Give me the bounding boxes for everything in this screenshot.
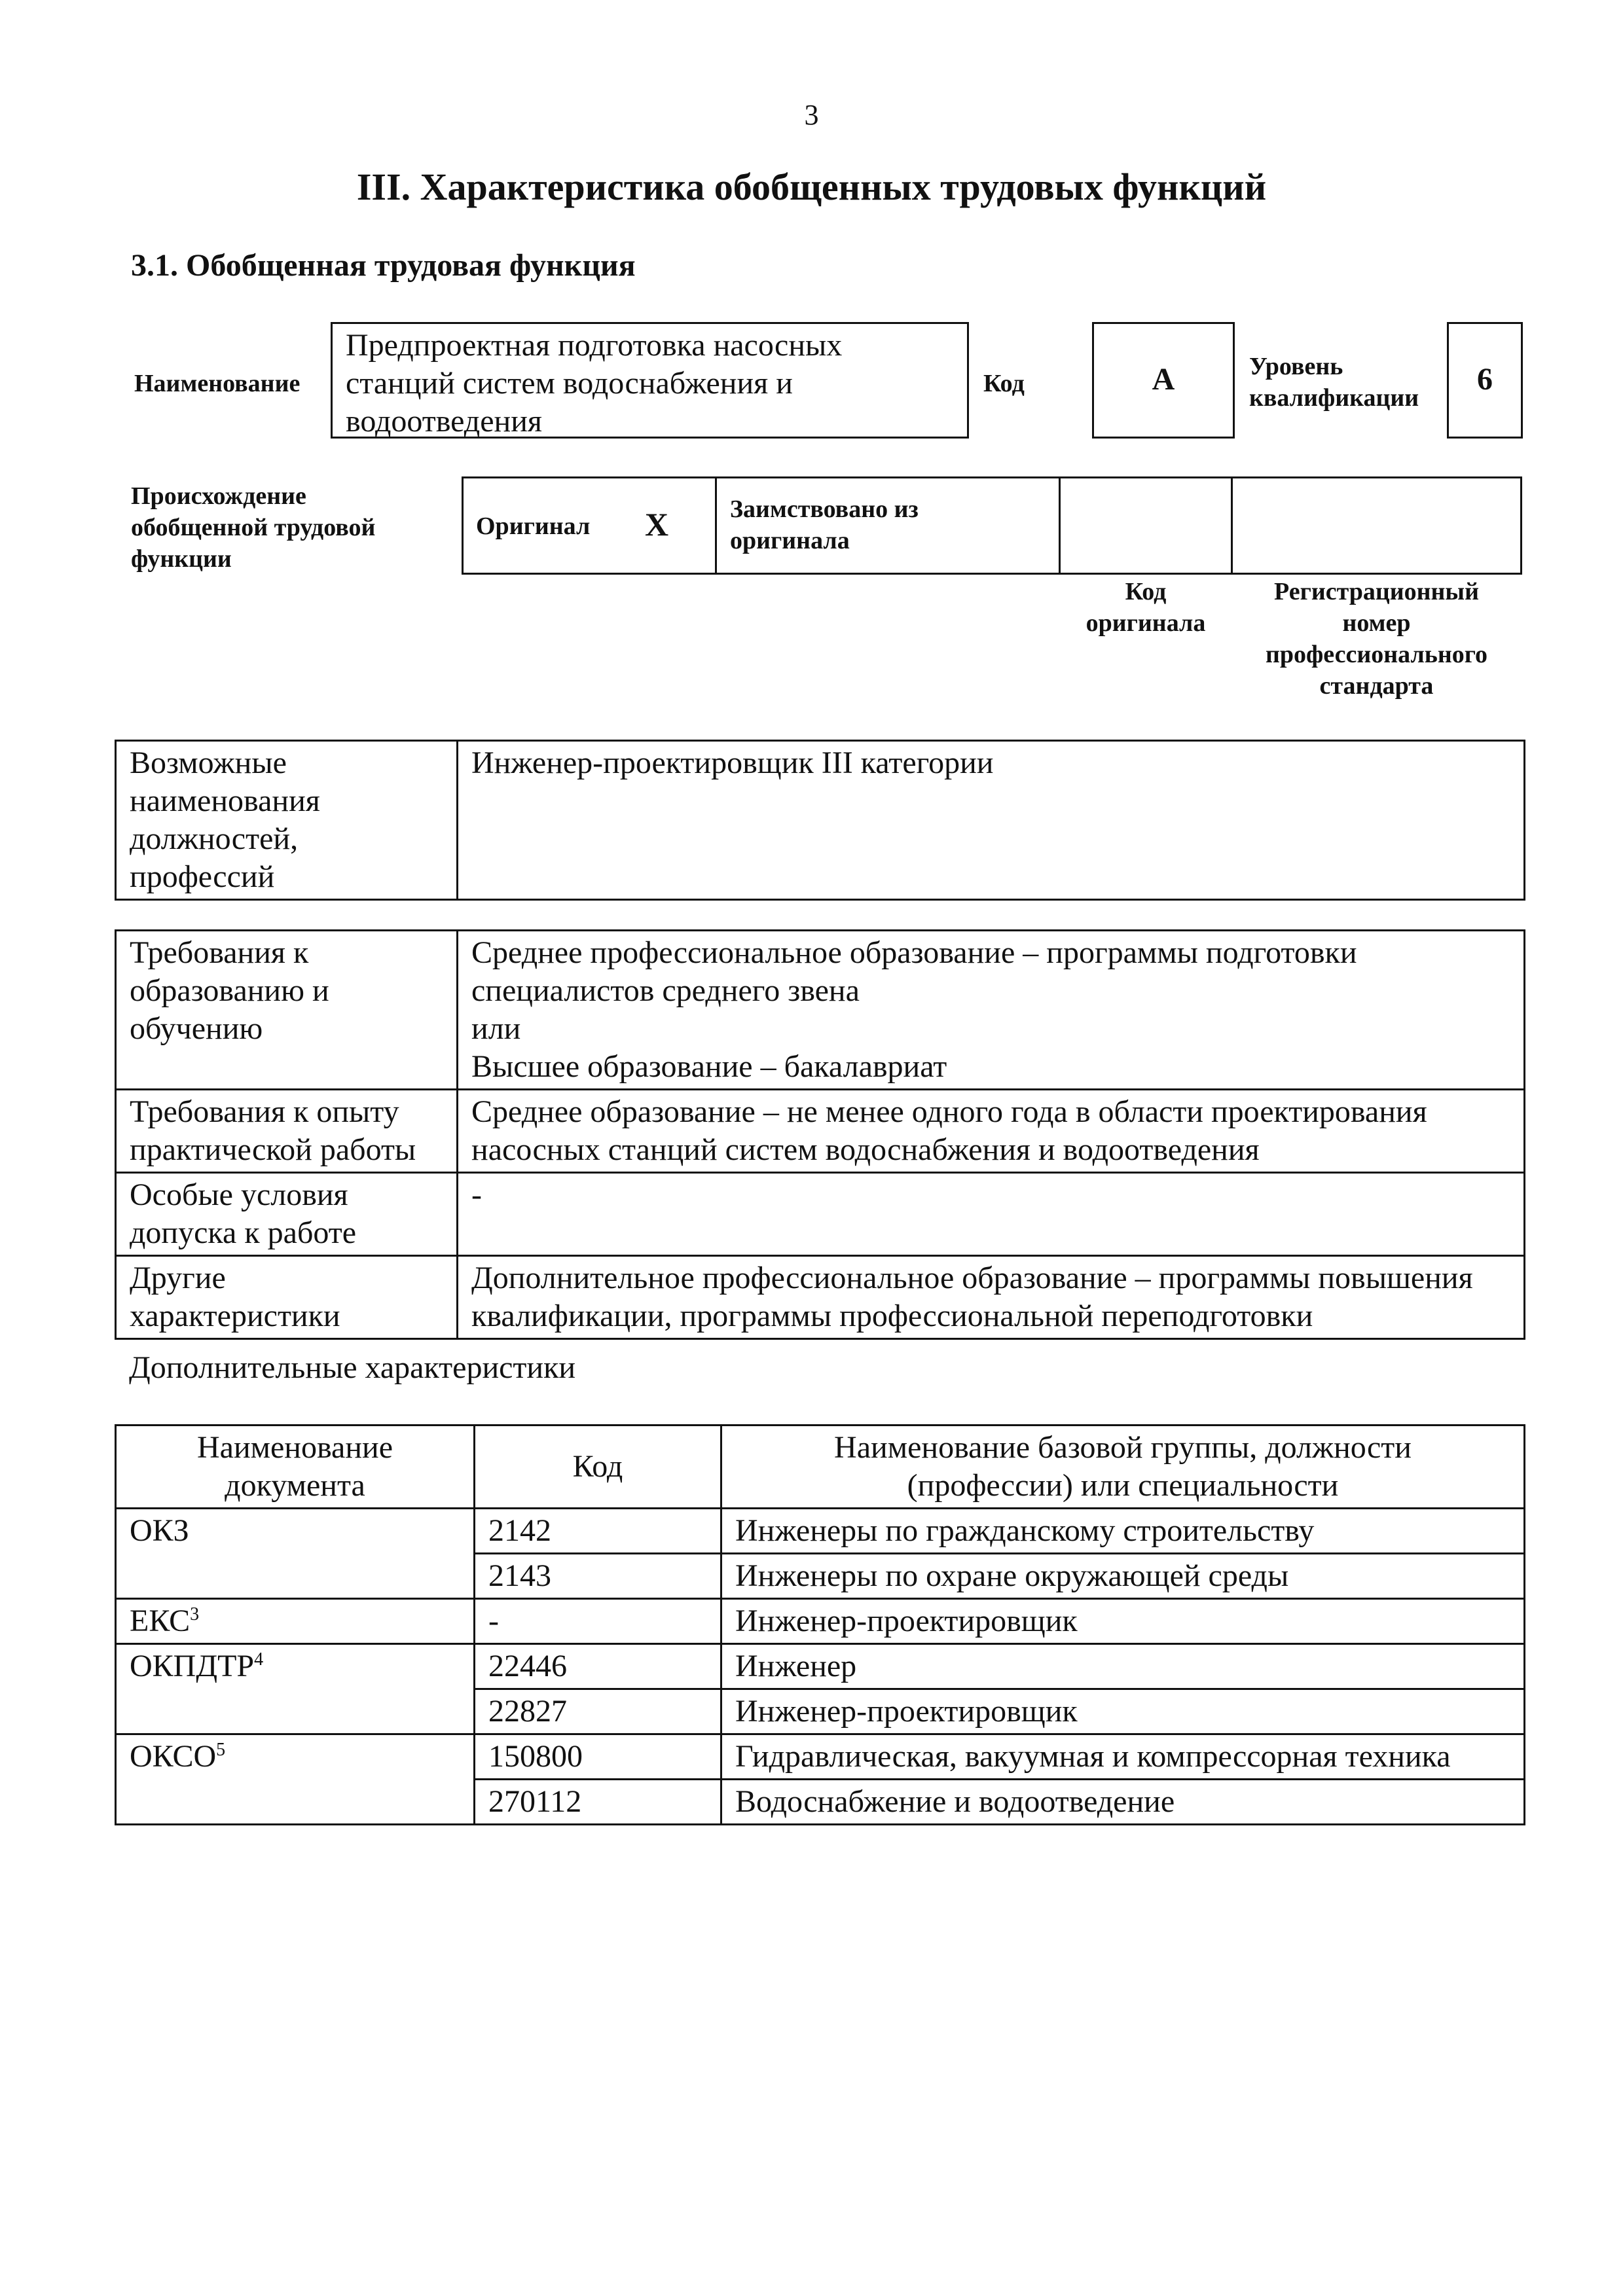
requirement-value-line: квалификации, программы профессиональной переподготовки — [471, 1299, 1313, 1333]
name-value-line: станций систем водоснабжения и — [346, 366, 793, 401]
code-cell: 22827 — [475, 1689, 721, 1734]
positions-value-cell — [458, 741, 1525, 900]
doc-name: ОКПДТР — [130, 1649, 255, 1683]
positions-label-cell — [116, 741, 458, 900]
borrowed-label-line: Заимствовано из — [730, 495, 919, 523]
requirement-label-cell — [116, 1173, 458, 1256]
requirement-label-line: Другие — [130, 1261, 226, 1295]
positions-label-line: Возможные — [130, 745, 287, 780]
table-row — [116, 1256, 1525, 1339]
name-cell: Инженер — [721, 1644, 1525, 1689]
table-row — [116, 1734, 1525, 1780]
reg-number-caption — [1231, 576, 1522, 702]
origin-divider — [1231, 476, 1233, 575]
header-doc-cell — [116, 1426, 475, 1509]
origin-label — [131, 480, 375, 575]
code-cell: 22446 — [475, 1644, 721, 1689]
footnote-ref: 5 — [216, 1740, 226, 1760]
requirement-label-cell — [116, 931, 458, 1090]
requirement-value-line: специалистов среднего звена — [471, 973, 860, 1008]
requirement-label-line: характеристики — [130, 1299, 340, 1333]
requirement-value-line: Среднее профессиональное образование – программы подготовки — [471, 935, 1357, 970]
requirements-table — [115, 929, 1525, 1340]
table-header-row — [116, 1426, 1525, 1509]
doc-name: ЕКС — [130, 1604, 191, 1638]
requirement-value-line: - — [471, 1177, 482, 1212]
requirement-label-line: обучению — [130, 1011, 263, 1046]
name-cell: Инженер-проектировщик — [721, 1689, 1525, 1734]
caption-line: оригинала — [1085, 609, 1206, 637]
subsection-title: 3.1. Обобщенная трудовая функция — [131, 248, 636, 283]
requirement-label-line: практической работы — [130, 1132, 416, 1167]
positions-label-line: должностей, — [130, 821, 299, 856]
origin-box — [462, 476, 1522, 575]
header-line: (профессии) или специальности — [907, 1468, 1339, 1503]
header-code-cell: Код — [475, 1426, 721, 1509]
requirement-label-line: образованию и — [130, 973, 329, 1008]
header-line: Наименование базовой группы, должности — [834, 1430, 1412, 1465]
positions-label-line: наименования — [130, 783, 320, 818]
requirement-label-cell — [116, 1256, 458, 1339]
footnote-ref: 4 — [254, 1649, 264, 1670]
level-label-line: квалификации — [1249, 384, 1419, 412]
caption-line: Регистрационный — [1274, 578, 1479, 605]
caption-line: стандарта — [1319, 672, 1434, 700]
table-row — [116, 1644, 1525, 1689]
requirement-value-cell — [458, 1173, 1525, 1256]
positions-value: Инженер-проектировщик III категории — [471, 745, 994, 780]
additional-table — [115, 1424, 1525, 1825]
requirement-value-line: насосных станций систем водоснабжения и водоотведения — [471, 1132, 1260, 1167]
requirement-label-line: допуска к работе — [130, 1215, 357, 1250]
requirement-value-line: Дополнительное профессиональное образование – программы повышения — [471, 1261, 1473, 1295]
borrowed-label — [730, 493, 919, 556]
origin-label-line: функции — [131, 545, 232, 573]
doc-cell — [116, 1599, 475, 1644]
origin-divider — [715, 476, 717, 575]
additional-title: Дополнительные характеристики — [129, 1350, 576, 1385]
name-cell: Инженеры по охране окружающей среды — [721, 1554, 1525, 1599]
caption-line: Код — [1125, 578, 1167, 605]
code-cell: 270112 — [475, 1780, 721, 1825]
positions-table — [115, 740, 1525, 901]
doc-cell — [116, 1644, 475, 1734]
original-label: Оригинал — [476, 512, 591, 540]
borrowed-label-line: оригинала — [730, 527, 850, 554]
page-number: 3 — [804, 99, 819, 131]
caption-line: номер — [1342, 609, 1411, 637]
header-line: документа — [225, 1468, 365, 1503]
level-label-line: Уровень — [1249, 353, 1343, 380]
code-original-caption — [1059, 576, 1233, 639]
requirement-value-line: Среднее образование – не менее одного года в области проектирования — [471, 1094, 1427, 1129]
name-value-line: водоотведения — [346, 404, 542, 439]
level-value: 6 — [1477, 362, 1493, 397]
code-label: Код — [983, 370, 1025, 397]
code-value: А — [1152, 362, 1175, 397]
doc-cell — [116, 1509, 475, 1599]
requirement-label-line: Требования к — [130, 935, 309, 970]
name-value-line: Предпроектная подготовка насосных — [346, 328, 843, 363]
original-mark: Х — [645, 506, 669, 543]
table-row — [116, 1173, 1525, 1256]
footnote-ref: 3 — [190, 1604, 200, 1624]
level-label — [1249, 351, 1419, 414]
name-cell: Гидравлическая, вакуумная и компрессорная техника — [721, 1734, 1525, 1780]
origin-label-line: обобщенной трудовой — [131, 514, 376, 541]
table-row — [116, 1599, 1525, 1644]
name-cell: Инженеры по гражданскому строительству — [721, 1509, 1525, 1554]
requirement-value-line: Высшее образование – бакалавриат — [471, 1049, 947, 1084]
header-line: Наименование — [196, 1430, 393, 1465]
doc-name: ОКЗ — [130, 1513, 189, 1548]
requirement-label-line: Особые условия — [130, 1177, 348, 1212]
positions-label-line: профессий — [130, 859, 275, 894]
name-label: Наименование — [134, 370, 301, 397]
requirement-label-cell — [116, 1090, 458, 1173]
requirement-value-line: или — [471, 1011, 521, 1046]
code-cell: 150800 — [475, 1734, 721, 1780]
code-value-box — [1092, 322, 1235, 439]
table-row — [116, 931, 1525, 1090]
doc-cell — [116, 1734, 475, 1825]
name-cell: Инженер-проектировщик — [721, 1599, 1525, 1644]
table-row — [116, 741, 1525, 900]
table-row — [116, 1090, 1525, 1173]
section-title: III. Характеристика обобщенных трудовых функций — [356, 166, 1267, 208]
code-cell: 2143 — [475, 1554, 721, 1599]
name-value-box — [331, 322, 969, 439]
level-value-box — [1447, 322, 1523, 439]
name-cell: Водоснабжение и водоотведение — [721, 1780, 1525, 1825]
header-name-cell — [721, 1426, 1525, 1509]
code-cell: - — [475, 1599, 721, 1644]
requirement-value-cell — [458, 931, 1525, 1090]
requirement-value-cell — [458, 1090, 1525, 1173]
caption-line: профессионального — [1265, 641, 1488, 668]
origin-label-line: Происхождение — [131, 482, 306, 510]
doc-name: ОКСО — [130, 1739, 217, 1774]
code-cell: 2142 — [475, 1509, 721, 1554]
origin-divider — [1059, 476, 1061, 575]
requirement-value-cell — [458, 1256, 1525, 1339]
table-row — [116, 1509, 1525, 1554]
requirement-label-line: Требования к опыту — [130, 1094, 399, 1129]
